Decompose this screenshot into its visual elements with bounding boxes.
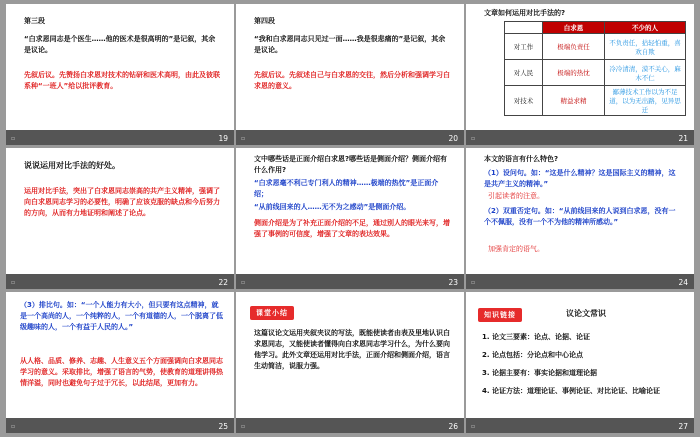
slide-heading: 第三段 (24, 17, 45, 25)
row-label: 对技术 (505, 86, 543, 116)
slide-answer: 运用对比手法，突出了白求恩同志崇高的共产主义精神，强调了向白求恩同志学习的必要性，明确了应该克服的缺点和今后努力的方向，从而有力地证明和阐述了论点。 (24, 187, 220, 217)
slide-title: 议论文常识 (566, 309, 606, 318)
slide-summary: 这篇议论文运用夹叙夹议的写法，既能使读者由表及里地认识白求恩同志，又能使读者懂得向白求恩同志学习什么，为什么要向他学习。此外文章还运用对比手法，正面介绍和侧面介绍，语言生动简洁，说服力强。 (254, 329, 450, 370)
table-header-cell (505, 22, 543, 34)
slide-quote: “白求恩同志是个医生……他的医术是很高明的”是记叙，其余是议论。 (24, 35, 216, 54)
slide-point-2-note: 加强肯定的语气。 (488, 245, 544, 253)
footer-mark: ▫ (241, 135, 246, 142)
slide-21[interactable] (466, 4, 694, 145)
row-value-a: 极端负责任 (543, 34, 605, 60)
slide-footer-bar (236, 130, 464, 145)
slide-26[interactable] (236, 292, 464, 433)
page-number: 22 (218, 278, 228, 287)
table-header-cell: 不少的人 (605, 22, 686, 34)
section-tag: 课堂小结 (250, 306, 294, 320)
slide-25[interactable] (6, 292, 234, 433)
table-row (505, 34, 686, 60)
footer-mark: ▫ (471, 135, 476, 142)
slide-24[interactable] (466, 148, 694, 289)
slide-footer-bar (466, 130, 694, 145)
table-row (505, 86, 686, 116)
slide-19[interactable] (6, 4, 234, 145)
row-label: 对人民 (505, 60, 543, 86)
slide-23[interactable] (236, 148, 464, 289)
slide-footer-bar (236, 418, 464, 433)
page-number: 24 (678, 278, 688, 287)
comparison-table (504, 21, 686, 116)
footer-mark: ▫ (11, 423, 16, 430)
footer-mark: ▫ (471, 423, 476, 430)
page-number: 20 (448, 134, 458, 143)
slide-point-3: （3）排比句。如：“一个人能力有大小，但只要有这点精神，就是一个高尚的人，一个纯粹的人，一个有道德的人，一个脱离了低级趣味的人，一个有益于人民的人。” (20, 301, 223, 331)
page-number: 27 (678, 422, 688, 431)
slide-point-1: （1）设问句。如：“这是什么精神？这是国际主义的精神，这是共产主义的精神。” (484, 169, 676, 188)
slide-question: 文中哪些话是正面介绍白求恩?哪些话是侧面介绍？侧面介绍有什么作用? (254, 155, 448, 174)
slide-note: 先叙后议。先赞扬白求恩对技术的钻研和医术高明，由此及彼联系种“一班人”给以批评教育。 (24, 71, 220, 90)
slide-question: 本文的语言有什么特色? (484, 155, 559, 163)
list-item: 3. 论据主要有：事实论据和道理论据 (482, 369, 597, 377)
slide-footer-bar (466, 418, 694, 433)
footer-mark: ▫ (11, 279, 16, 286)
slide-footer-bar (466, 274, 694, 289)
row-value-b: 鄙薄技术工作以为不足道，以为无出路，见异思迁 (605, 86, 686, 116)
footer-mark: ▫ (11, 135, 16, 142)
slide-answer: 从人格、品质、修养、志趣、人生意义五个方面强调向白求恩同志学习的意义。采取排比，增强了语言的气势，使教育的道理讲得热情洋溢，同时也避免句子过于冗长，以此结尾，更加有力。 (20, 357, 223, 387)
footer-mark: ▫ (471, 279, 476, 286)
slide-heading: 第四段 (254, 17, 275, 25)
slide-footer-bar (236, 274, 464, 289)
slide-quote: “我和白求恩同志只见过一面……我是很悲痛的”是记叙，其余是议论。 (254, 35, 446, 54)
slide-footer-bar (6, 130, 234, 145)
section-tag: 知识链接 (478, 308, 522, 322)
row-label: 对工作 (505, 34, 543, 60)
row-value-b: 不负责任，拈轻怕重，喜欢自欺 (605, 34, 686, 60)
row-value-a: 极端的热忱 (543, 60, 605, 86)
slide-question: 说说运用对比手法的好处。 (24, 161, 120, 170)
row-value-a: 精益求精 (543, 86, 605, 116)
slide-22[interactable] (6, 148, 234, 289)
footer-mark: ▫ (241, 423, 246, 430)
page-number: 25 (218, 422, 228, 431)
slide-footer-bar (6, 418, 234, 433)
slide-footer-bar (6, 274, 234, 289)
slide-question: 文章如何运用对比手法的? (484, 9, 566, 17)
table-header-cell: 白求恩 (543, 22, 605, 34)
slide-line-side: “从前线回来的人……无不为之感动”是侧面介绍。 (254, 203, 411, 211)
page-number: 23 (448, 278, 458, 287)
slide-27[interactable] (466, 292, 694, 433)
slide-point-2: （2）双重否定句。如：“从前线回来的人说到白求恩，没有一个不佩服，没有一个不为他的精神所感动。” (484, 207, 676, 226)
slide-answer: 侧面介绍是为了补充正面介绍的不足，通过别人的眼光来写，增强了事例的可信度，增强了文章的表达效果。 (254, 219, 450, 238)
slide-point-1-note: 引起读者的注意。 (488, 192, 544, 200)
slide-note: 先叙后议。先叙述自己与白求恩的交往，然后分析和强调学习白求恩的意义。 (254, 71, 450, 90)
list-item: 2. 论点包括：分论点和中心论点 (482, 351, 583, 359)
table-header-row (505, 22, 686, 34)
page-number: 26 (448, 422, 458, 431)
row-value-b: 冷冷清清，漠不关心，麻木不仁 (605, 60, 686, 86)
footer-mark: ▫ (241, 279, 246, 286)
table-row (505, 60, 686, 86)
list-item: 4. 论证方法：道理论证、事例论证、对比论证、比喻论证 (482, 387, 660, 395)
page-number: 19 (218, 134, 228, 143)
list-item: 1. 论文三要素：论点、论据、论证 (482, 333, 590, 341)
page-number: 21 (678, 134, 688, 143)
slide-line-front: “白求恩毫不利己专门利人的精神……极端的热忱”是正面介绍； (254, 179, 439, 198)
slide-20[interactable] (236, 4, 464, 145)
